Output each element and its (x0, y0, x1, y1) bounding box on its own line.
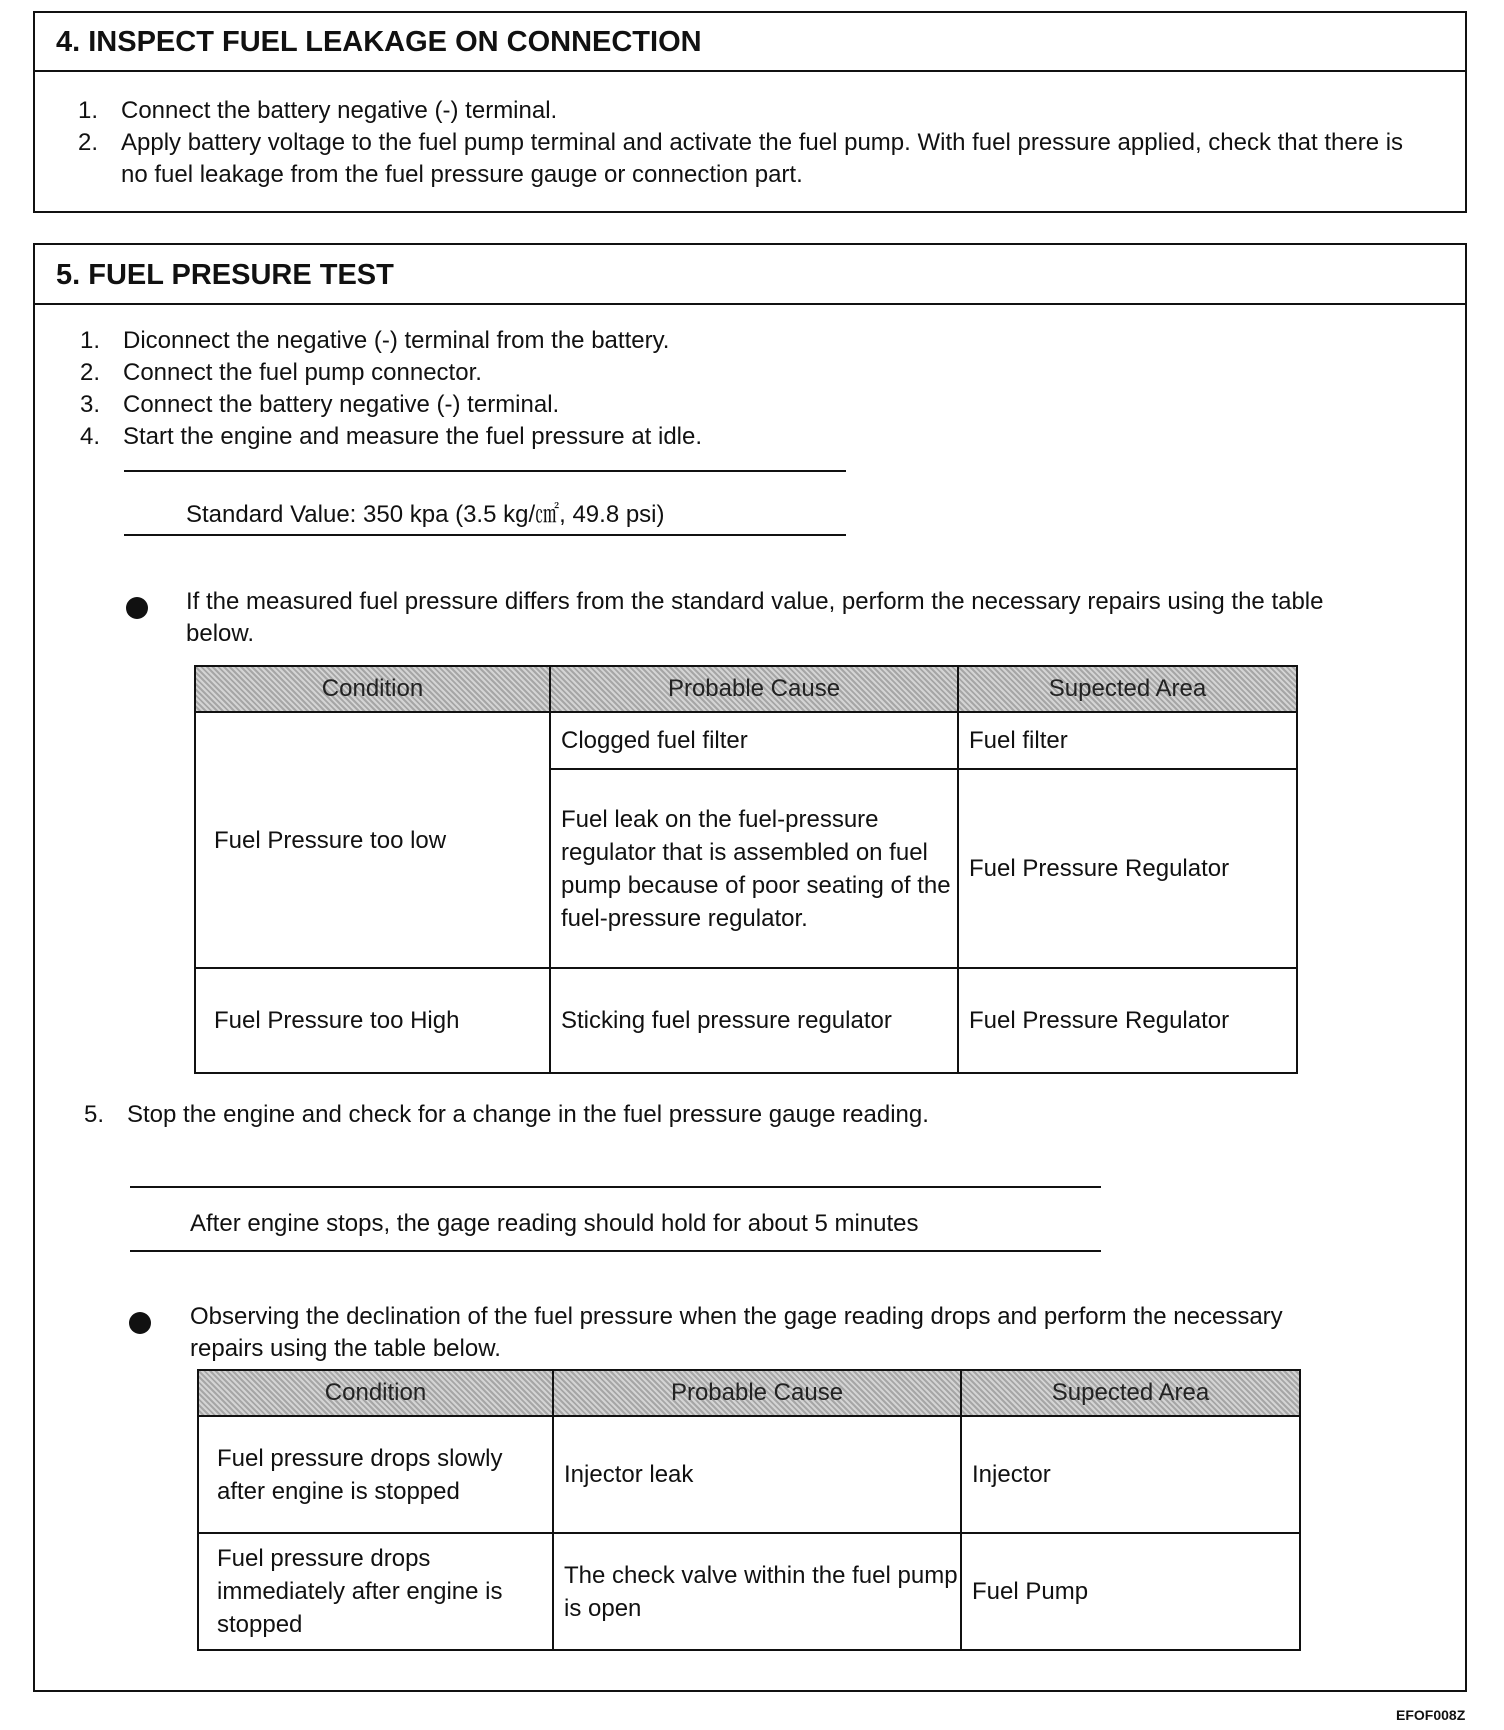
condition-cell: Fuel Pressure too High (195, 968, 550, 1073)
step-text: Connect the battery negative (-) terminal. (121, 97, 558, 124)
step-text: Connect the fuel pump connector. (123, 359, 482, 386)
step-number: 3. (80, 391, 101, 418)
section-5-steps (80, 325, 1413, 453)
bullet-icon (126, 597, 148, 619)
step-text: Stop the engine and check for a change in the fuel pressure gauge reading. (127, 1101, 929, 1128)
table-header-row (198, 1370, 1300, 1416)
table-row (195, 968, 1297, 1073)
section-5-step (80, 421, 1413, 453)
cause-cell: Injector leak (553, 1416, 961, 1533)
table-row (198, 1533, 1300, 1650)
cause-cell: Clogged fuel filter (550, 712, 958, 769)
header-suspected-area: Supected Area (961, 1370, 1300, 1416)
step-text: Connect the battery negative (-) terminal. (123, 391, 560, 418)
step-text: Diconnect the negative (-) terminal from the battery. (123, 327, 670, 354)
step-number: 4. (80, 423, 101, 450)
section-4-step (78, 95, 1411, 127)
standard-value: Standard Value: 350 kpa (3.5 kg/㎠, 49.8 psi) (186, 501, 665, 528)
hold-note-rule-top (130, 1186, 1101, 1188)
section-4-step (78, 127, 1411, 191)
standard-value-rule-bottom (124, 534, 846, 536)
section-5-step-5 (84, 1099, 1417, 1131)
table-row (195, 712, 1297, 769)
repair-note-2: Observing the declination of the fuel pressure when the gage reading drops and perform the necessary repairs using the table below. (190, 1303, 1283, 1362)
header-suspected-area: Supected Area (958, 666, 1297, 712)
table-header-row (195, 666, 1297, 712)
step-text: Apply battery voltage to the fuel pump terminal and activate the fuel pump. With fuel pressure applied, check that there is no fuel leakage from the fuel pressure gauge or connection part. (121, 129, 1404, 188)
condition-cell: Fuel pressure drops immediately after engine is stopped (198, 1533, 553, 1650)
section-5-step (84, 1099, 1417, 1131)
header-probable-cause: Probable Cause (550, 666, 958, 712)
header-condition: Condition (195, 666, 550, 712)
step-number: 5. (84, 1101, 105, 1128)
section-4-box (33, 11, 1467, 213)
figure-code: EFOF008Z (1396, 1707, 1466, 1723)
repair-note-1: If the measured fuel pressure differs from the standard value, perform the necessary repairs using the table below. (186, 588, 1324, 647)
table-row (198, 1416, 1300, 1533)
cause-cell: Fuel leak on the fuel-pressure regulator that is assembled on fuel pump because of poor seating of the fuel-pressure regulator. (550, 769, 958, 968)
cause-cell: Sticking fuel pressure regulator (550, 968, 958, 1073)
hold-note: After engine stops, the gage reading should hold for about 5 minutes (190, 1210, 919, 1237)
step-number: 1. (78, 97, 99, 124)
section-5-step (80, 389, 1413, 421)
step-number: 1. (80, 327, 101, 354)
condition-cell: Fuel pressure drops slowly after engine is stopped (198, 1416, 553, 1533)
step-number: 2. (78, 129, 99, 156)
cause-cell: The check valve within the fuel pump is open (553, 1533, 961, 1650)
area-cell: Fuel Pump (961, 1533, 1300, 1650)
section-5-step (80, 325, 1413, 357)
hold-note-rule-bottom (130, 1250, 1101, 1252)
area-cell: Injector (961, 1416, 1300, 1533)
area-cell: Fuel filter (958, 712, 1297, 769)
bullet-icon (129, 1312, 151, 1334)
section-4-title: 4. INSPECT FUEL LEAKAGE ON CONNECTION (35, 13, 1465, 72)
section-4-steps (78, 95, 1411, 191)
area-cell: Fuel Pressure Regulator (958, 968, 1297, 1073)
condition-cell: Fuel Pressure too low (195, 712, 550, 968)
area-cell: Fuel Pressure Regulator (958, 769, 1297, 968)
pressure-table (194, 665, 1298, 1074)
header-condition: Condition (198, 1370, 553, 1416)
pressure-drop-table (197, 1369, 1301, 1651)
section-5-step (80, 357, 1413, 389)
header-probable-cause: Probable Cause (553, 1370, 961, 1416)
section-5-box (33, 243, 1467, 1692)
standard-value-rule-top (124, 470, 846, 472)
section-5-title: 5. FUEL PRESURE TEST (35, 245, 1465, 305)
step-number: 2. (80, 359, 101, 386)
step-text: Start the engine and measure the fuel pressure at idle. (123, 423, 703, 450)
